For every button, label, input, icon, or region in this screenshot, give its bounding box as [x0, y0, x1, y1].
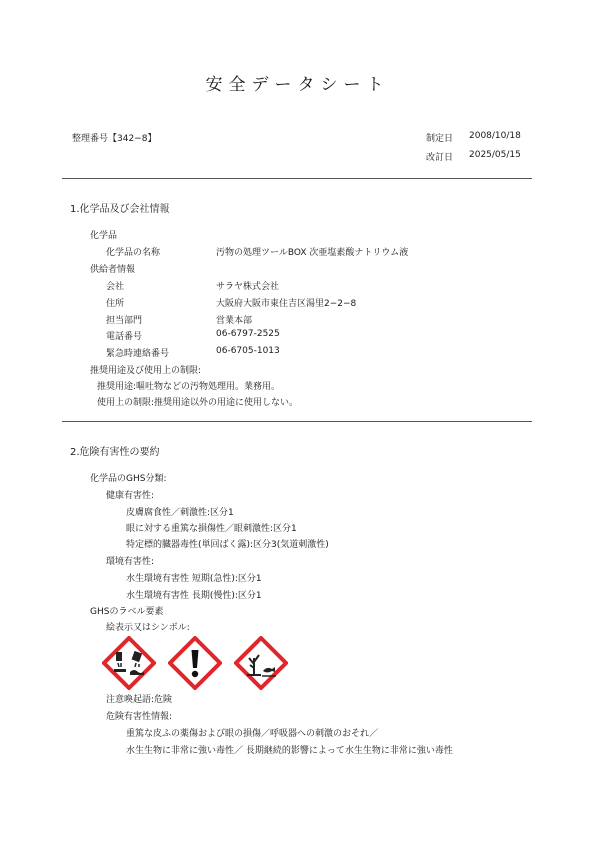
created-label: 制定日 [426, 134, 454, 144]
address-label: 住所 [106, 299, 125, 309]
phone-value: 06-6797-2525 [216, 329, 280, 339]
env-hazard-item: 水生環境有害性 長期(慢性):区分1 [126, 591, 262, 601]
supplier-label: 供給者情報 [90, 265, 136, 275]
company-label: 会社 [106, 282, 125, 292]
dept-label: 担当部門 [106, 316, 143, 326]
revised-date: 2025/05/15 [469, 150, 521, 160]
chem-name-label: 化学品の名称 [106, 248, 161, 258]
corrosion-icon [102, 636, 156, 690]
hazard-statement: 水生生物に非常に強い毒性／ 長期継続的影響によって水生生物に非常に強い毒性 [126, 746, 453, 756]
health-hazard-item: 特定標的臓器毒性(単回ばく露):区分3(気道刺激性) [126, 540, 329, 550]
environment-icon [234, 636, 288, 690]
emergency-value: 06-6705-1013 [216, 346, 280, 356]
signal-word: 注意喚起語:危険 [106, 695, 173, 705]
use-restriction: 使用上の制限:推奨用途以外の用途に使用しない。 [97, 398, 299, 408]
phone-label: 電話番号 [106, 332, 143, 342]
recommended-use: 推奨用途:嘔吐物などの汚物処理用。業務用。 [97, 382, 281, 392]
chem-name: 汚物の処理ツールBOX 次亜塩素酸ナトリウム液 [216, 248, 409, 258]
health-hazard-label: 健康有害性: [106, 491, 155, 501]
chem-label: 化学品 [90, 231, 118, 241]
section1-heading: 1.化学品及び会社情報 [70, 204, 170, 215]
created-date: 2008/10/18 [469, 131, 521, 141]
hazard-statement: 重篤な皮ふの薬傷および眼の損傷／呼吸器への刺激のおそれ／ [126, 729, 379, 739]
divider [62, 178, 532, 179]
section2-heading: 2.危険有害性の要約 [70, 447, 160, 458]
health-hazard-item: 皮膚腐食性／刺激性:区分1 [126, 508, 234, 518]
pictogram-label: 絵表示又はシンボル: [106, 623, 190, 633]
env-hazard-item: 水生環境有害性 短期(急性):区分1 [126, 574, 262, 584]
emergency-label: 緊急時連絡番号 [106, 349, 170, 359]
label-elements-heading: GHSのラベル要素 [90, 607, 164, 617]
page-title: 安全データシート [205, 75, 390, 95]
exclamation-icon [168, 636, 222, 690]
reference-number: 整理番号【342−8】 [72, 134, 157, 144]
divider [62, 421, 532, 422]
use-label: 推奨用途及び使用上の制限: [90, 366, 202, 376]
address-value: 大阪府大阪市東住吉区湯里2−2−8 [216, 299, 357, 309]
dept-value: 営業本部 [216, 316, 253, 326]
pictogram-row [102, 636, 292, 691]
company-value: サラヤ株式会社 [216, 282, 280, 292]
health-hazard-item: 眼に対する重篤な損傷性／眼刺激性:区分1 [126, 524, 297, 534]
revised-label: 改訂日 [426, 153, 454, 163]
ghs-class-label: 化学品のGHS分類: [90, 474, 167, 484]
env-hazard-label: 環境有害性: [106, 557, 155, 567]
hazard-statements-label: 危険有害性情報: [106, 712, 173, 722]
